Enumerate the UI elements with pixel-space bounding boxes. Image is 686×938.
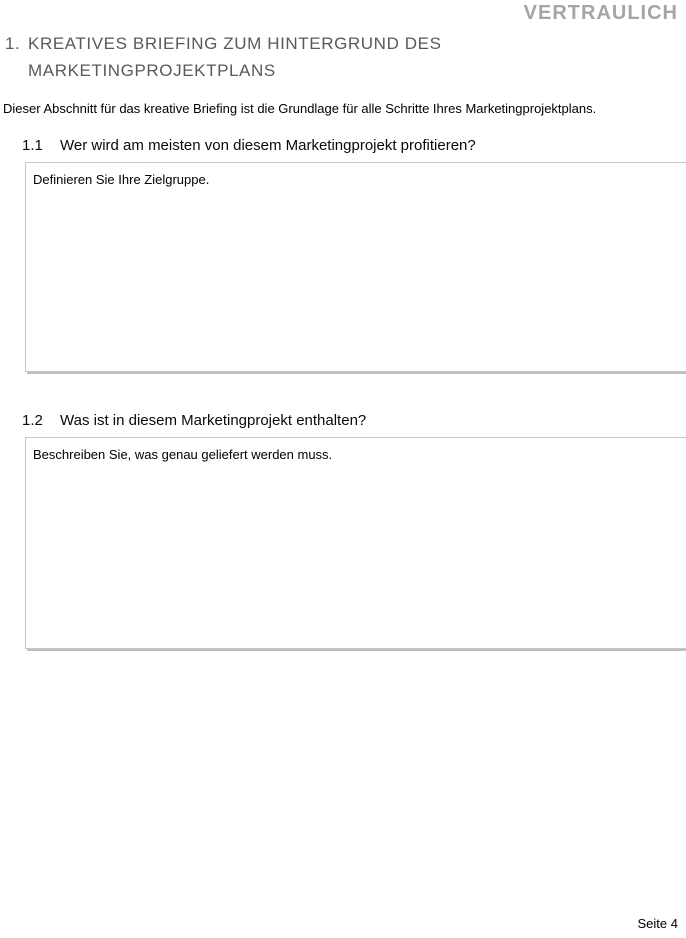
confidential-watermark: VERTRAULICH <box>523 2 678 24</box>
answer-field-deliverables[interactable] <box>25 437 686 649</box>
answer-field-target-audience[interactable] <box>25 162 686 372</box>
section-heading-number: 1. <box>5 34 21 53</box>
subsection-2-title: Was ist in diesem Marketingprojekt enthalten? <box>60 412 367 429</box>
field-hint: Beschreiben Sie, was genau geliefert werden muss. <box>33 447 333 462</box>
subsection-2-heading <box>22 411 366 430</box>
section-heading <box>5 30 508 84</box>
subsection-1-title: Wer wird am meisten von diesem Marketingprojekt profitieren? <box>60 137 476 154</box>
subsection-1-heading <box>22 136 476 155</box>
subsection-1-number: 1.1 <box>22 137 43 154</box>
field-hint: Definieren Sie Ihre Zielgruppe. <box>33 172 210 187</box>
subsection-2-number: 1.2 <box>22 412 43 429</box>
section-heading-text: KREATIVES BRIEFING ZUM HINTERGRUND DES MARKETINGPROJEKTPLANS <box>28 34 442 80</box>
intro-text: Dieser Abschnitt für das kreative Briefing ist die Grundlage für alle Schritte Ihres Marketingprojektplans. <box>3 101 597 116</box>
page-number: Seite 4 <box>637 916 678 931</box>
